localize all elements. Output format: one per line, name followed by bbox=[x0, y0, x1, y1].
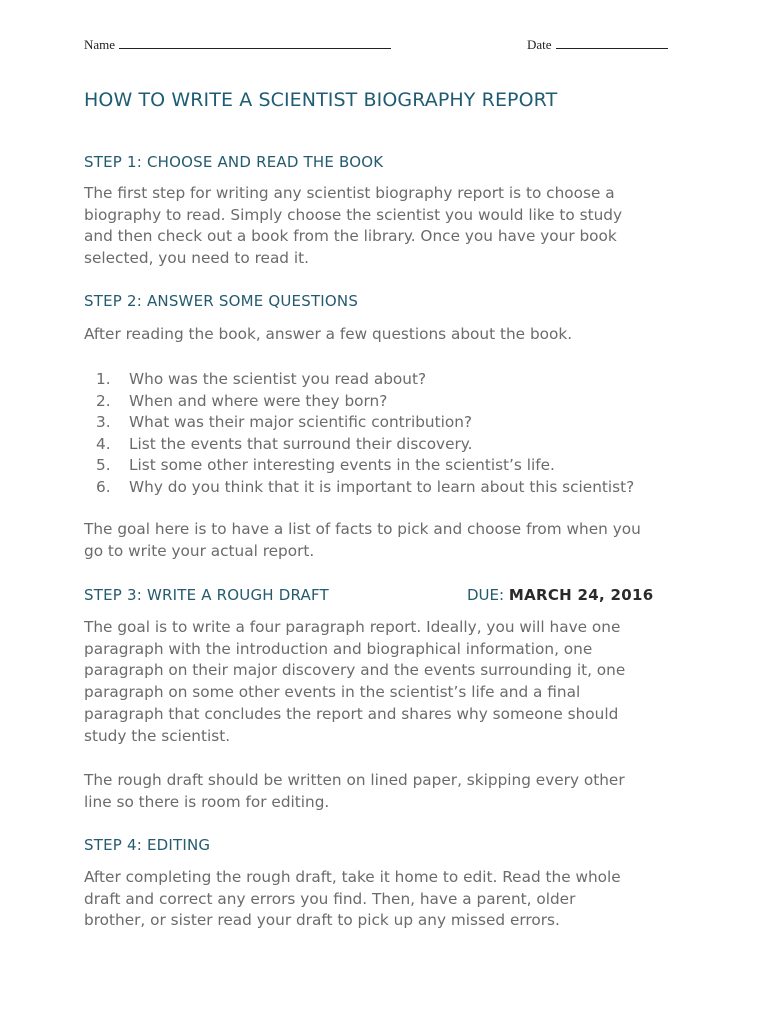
text-line: The goal here is to have a list of facts to pick and choose from when you bbox=[84, 520, 641, 538]
list-number: 2. bbox=[96, 391, 111, 410]
list-number: 6. bbox=[96, 477, 111, 496]
list-text: Who was the scientist you read about? bbox=[129, 370, 427, 388]
name-blank-line bbox=[119, 36, 391, 49]
step2-heading: STEP 2: ANSWER SOME QUESTIONS bbox=[84, 292, 359, 310]
list-item bbox=[84, 477, 704, 499]
list-text: When and where were they born? bbox=[129, 391, 388, 410]
step2-intro bbox=[84, 324, 694, 346]
step1-paragraph bbox=[84, 183, 694, 270]
list-number: 4. bbox=[96, 434, 111, 453]
list-number: 1. bbox=[96, 370, 111, 388]
step1-heading: STEP 1: CHOOSE AND READ THE BOOK bbox=[84, 153, 384, 171]
list-item bbox=[84, 412, 704, 434]
text-line: go to write your actual report. bbox=[84, 541, 315, 560]
list-number: 5. bbox=[96, 456, 111, 474]
due-label: DUE: bbox=[467, 586, 505, 604]
text-line: selected, you need to read it. bbox=[84, 249, 309, 268]
text-line: The goal is to write a four paragraph report. Ideally, you will have one bbox=[84, 618, 621, 636]
list-item bbox=[84, 455, 704, 477]
text-line: paragraph with the introduction and biographical information, one bbox=[84, 639, 593, 658]
text-line: line so there is room for editing. bbox=[84, 792, 330, 811]
step3-paragraph bbox=[84, 617, 694, 747]
list-text: List some other interesting events in the scientist’s life. bbox=[129, 456, 555, 474]
list-text: List the events that surround their discovery. bbox=[129, 434, 473, 453]
text-line: paragraph on their major discovery and the events surrounding it, one bbox=[84, 661, 626, 680]
text-line: paragraph that concludes the report and shares why someone should bbox=[84, 704, 619, 723]
step4-paragraph bbox=[84, 867, 694, 932]
question-list bbox=[84, 369, 704, 498]
text-line: The first step for writing any scientist biography report is to choose a bbox=[84, 184, 615, 202]
text-line: draft and correct any errors you find. Then, have a parent, older bbox=[84, 889, 576, 908]
name-label: Name bbox=[84, 37, 116, 52]
date-label: Date bbox=[527, 37, 552, 52]
step4-heading: STEP 4: EDITING bbox=[84, 836, 211, 854]
list-number: 3. bbox=[96, 413, 111, 431]
header-row bbox=[84, 36, 674, 56]
text-line: and then check out a book from the library. Once you have your book bbox=[84, 227, 617, 246]
text-line: study the scientist. bbox=[84, 726, 231, 745]
text-line: After reading the book, answer a few questions about the book. bbox=[84, 325, 573, 343]
due-date-block bbox=[467, 586, 653, 604]
step2-goal-paragraph bbox=[84, 519, 694, 562]
due-date: MARCH 24, 2016 bbox=[508, 586, 654, 604]
list-text: Why do you think that it is important to learn about this scientist? bbox=[129, 477, 635, 496]
step3-note-paragraph bbox=[84, 770, 694, 813]
date-blank-line bbox=[556, 36, 668, 49]
text-line: The rough draft should be written on lined paper, skipping every other bbox=[84, 771, 625, 789]
text-line: paragraph on some other events in the scientist’s life and a final bbox=[84, 683, 581, 702]
list-item bbox=[84, 369, 704, 391]
text-line: biography to read. Simply choose the scientist you would like to study bbox=[84, 205, 623, 224]
page-title: HOW TO WRITE A SCIENTIST BIOGRAPHY REPORT bbox=[84, 89, 558, 111]
text-line: brother, or sister read your draft to pick up any missed errors. bbox=[84, 911, 560, 930]
list-item bbox=[84, 434, 704, 456]
step3-heading: STEP 3: WRITE A ROUGH DRAFT bbox=[84, 586, 329, 604]
list-item bbox=[84, 391, 704, 413]
text-line: After completing the rough draft, take it home to edit. Read the whole bbox=[84, 868, 621, 886]
date-field[interactable] bbox=[527, 36, 668, 53]
name-field[interactable] bbox=[84, 36, 391, 53]
list-text: What was their major scientific contribution? bbox=[129, 413, 473, 431]
